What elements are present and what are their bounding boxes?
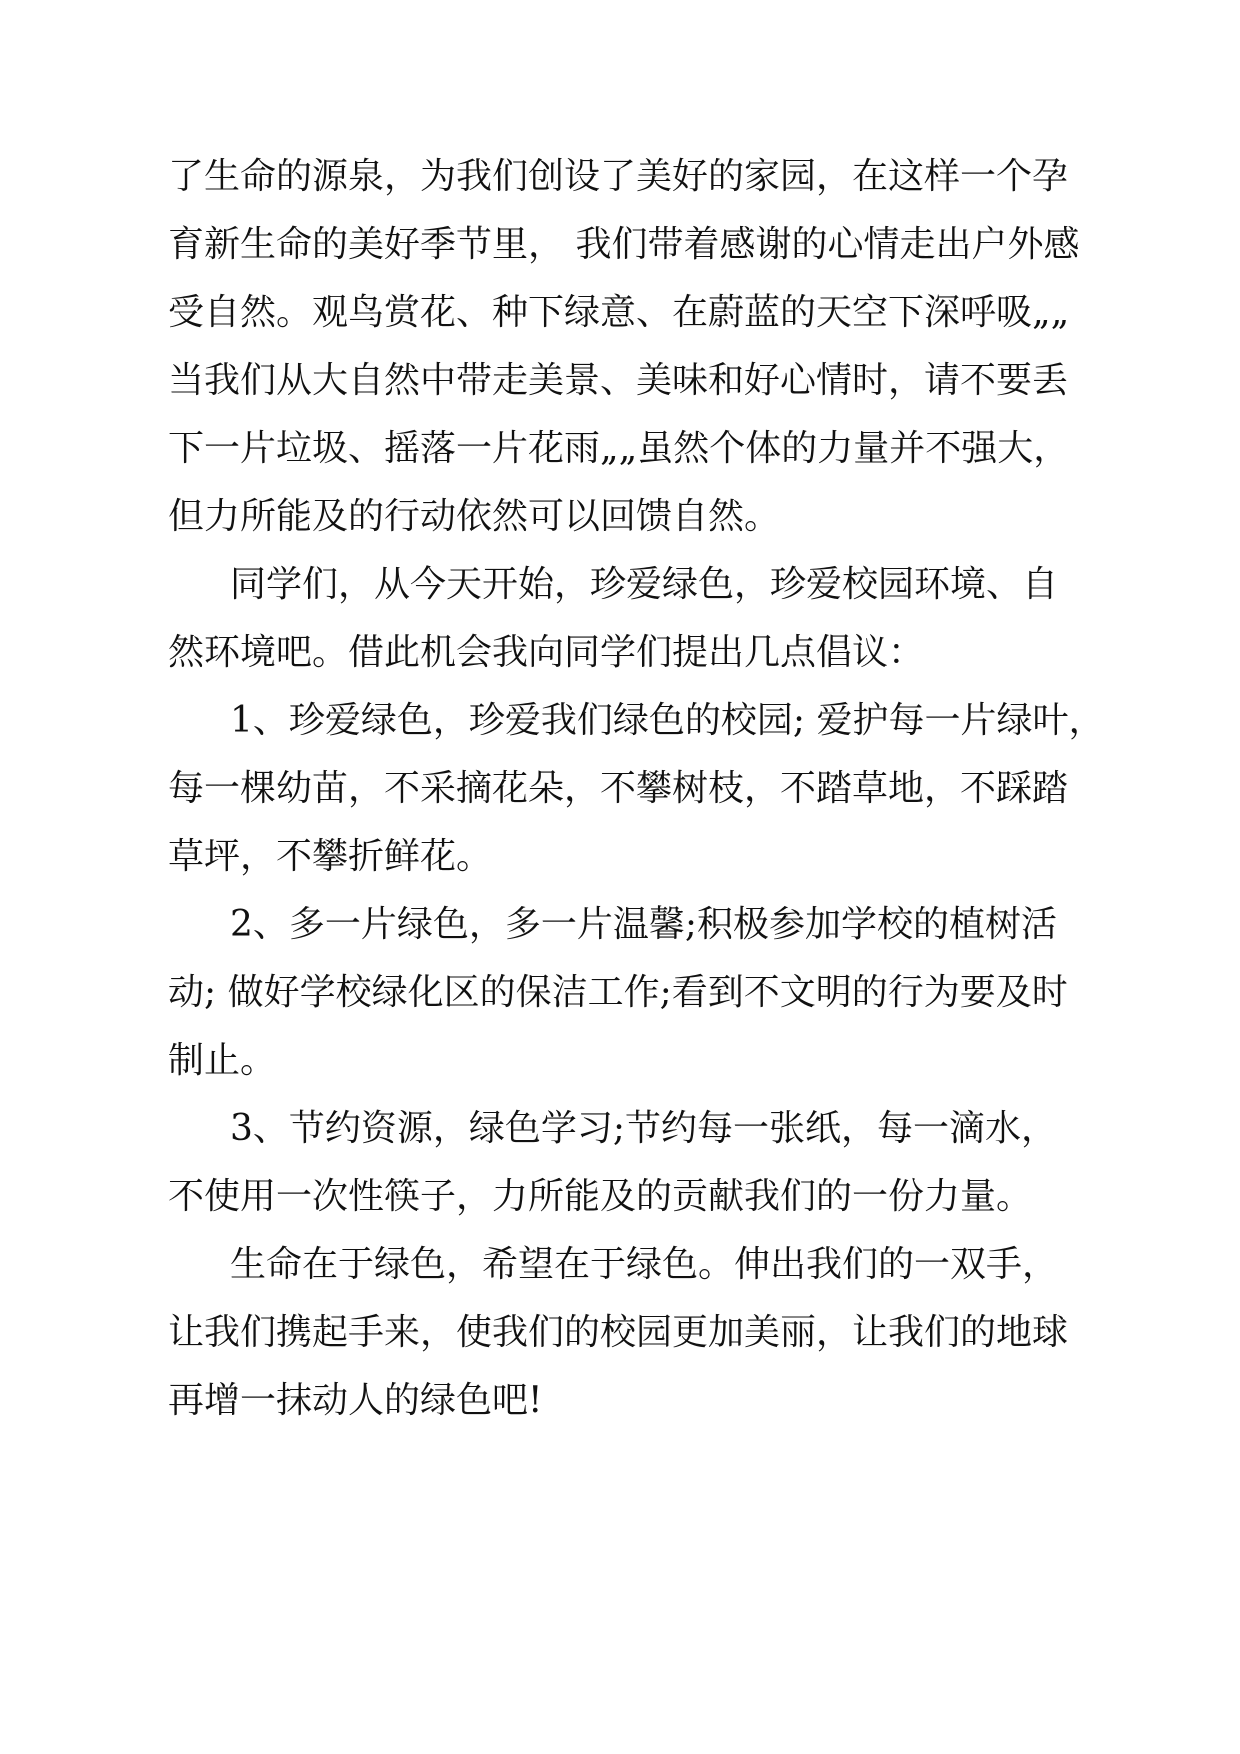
text-line-7: 同学们，从今天开始，珍爱绿色，珍爱校园环境、自 — [230, 564, 1059, 605]
text-line-9: 1、珍爱绿色，珍爱我们绿色的校园; 爱护每一片绿叶， — [230, 700, 1105, 741]
text-line-18: 让我们携起手来，使我们的校园更加美丽，让我们的地球 — [168, 1312, 1069, 1353]
text-line-5: 下一片垃圾、摇落一片花雨„„虽然个体的力量并不强大， — [168, 428, 1070, 469]
text-line-14: 制止。 — [168, 1040, 277, 1081]
text-line-3: 受自然。观鸟赏花、种下绿意、在蔚蓝的天空下深呼吸„„ — [168, 292, 1070, 333]
text-line-12: 2、多一片绿色，多一片温馨;积极参加学校的植树活 — [230, 904, 1058, 945]
text-line-11: 草坪，不攀折鲜花。 — [168, 836, 493, 877]
text-line-6: 但力所能及的行动依然可以回馈自然。 — [168, 496, 781, 537]
text-line-10: 每一棵幼苗，不采摘花朵，不攀树枝，不踏草地，不踩踏 — [168, 768, 1069, 809]
text-line-8: 然环境吧。借此机会我向同学们提出几点倡议： — [168, 632, 925, 673]
text-line-16: 不使用一次性筷子，力所能及的贡献我们的一份力量。 — [168, 1176, 1033, 1217]
text-line-13: 动; 做好学校绿化区的保洁工作;看到不文明的行为要及时 — [168, 972, 1068, 1013]
text-line-17: 生命在于绿色，希望在于绿色。伸出我们的一双手， — [230, 1244, 1059, 1285]
text-line-1: 了生命的源泉，为我们创设了美好的家园，在这样一个孕 — [168, 156, 1069, 197]
text-line-4: 当我们从大自然中带走美景、美味和好心情时，请不要丢 — [168, 360, 1069, 401]
text-line-19: 再增一抹动人的绿色吧! — [168, 1380, 543, 1421]
text-line-15: 3、节约资源，绿色学习;节约每一张纸，每一滴水， — [230, 1108, 1058, 1149]
text-line-2: 育新生命的美好季节里， 我们带着感谢的心情走出户外感 — [168, 224, 1080, 265]
